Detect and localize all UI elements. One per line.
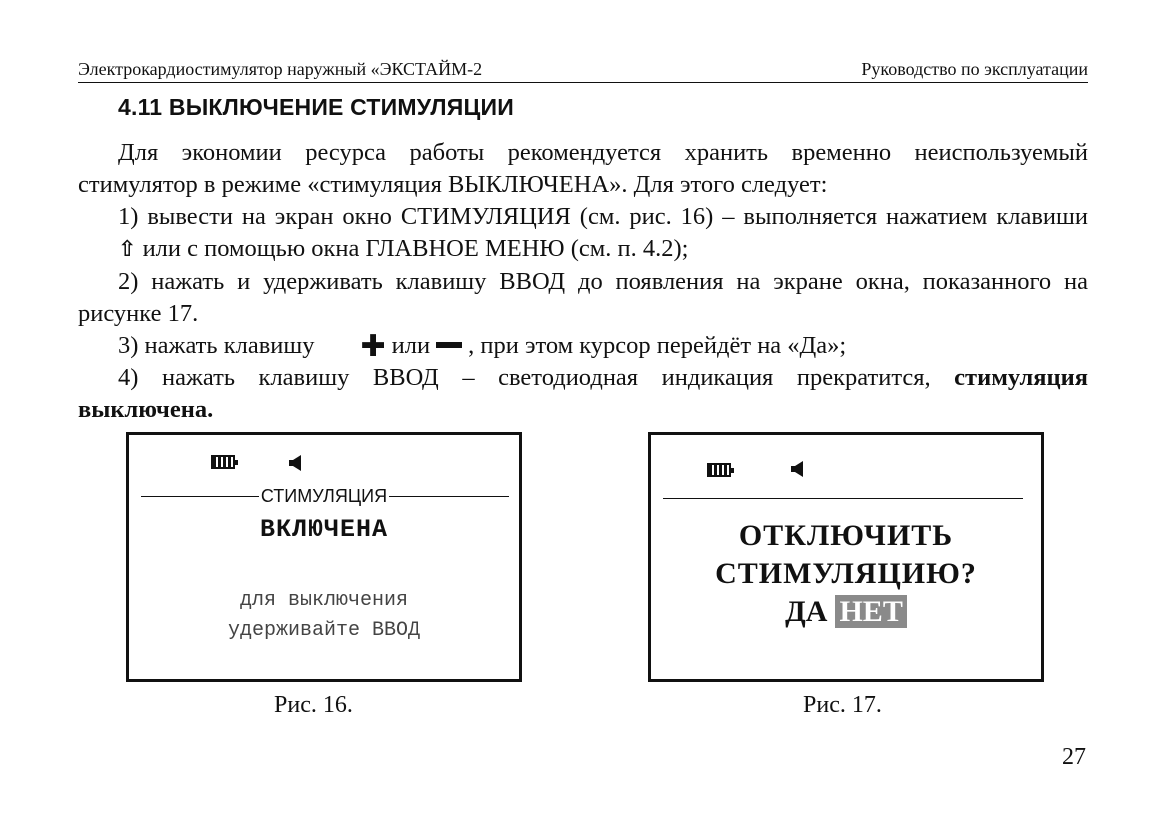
speaker-icon [287,455,305,471]
screen-figure-16 [126,432,522,682]
page-number: 27 [1062,744,1086,770]
header-manual-title: Руководство по эксплуатации [861,59,1088,79]
stimulation-label-text: СТИМУЛЯЦИЯ [260,486,388,506]
figure-16-caption: Рис. 16. [274,692,353,718]
step-2-text: 2) нажать и удерживать клавишу ВВОД до появления на экране окна, показанного на рисунке 17. [78,268,1088,327]
question-line-1: ОТКЛЮЧИТЬ [738,519,954,552]
header-device-name: Электрокардиостимулятор наружный «ЭКСТАЙМ-2 [78,59,483,79]
step-3-text-a: 3) нажать клавишу [118,332,315,359]
figure-17-caption: Рис. 17. [803,692,882,718]
intro-paragraph [78,137,1088,201]
battery-icon [707,463,731,477]
running-header [78,58,1088,83]
hint-line-1: для выключения [239,589,409,612]
option-no-selected[interactable]: НЕТ [835,595,906,628]
plus-key-icon: ✚ [360,329,386,364]
question-line-2: СТИМУЛЯЦИЮ? [715,557,977,590]
step-4-text-a: 4) нажать клавишу ВВОД – светодиодная индикация прекратится, [118,364,931,391]
instructions-text [78,137,1088,426]
hint-line-2: удерживайте ВВОД [227,619,421,642]
step-4-end: . [207,396,214,423]
step-1-text-b: или с помощью окна ГЛАВНОЕ МЕНЮ (см. п. 4.2); [142,235,689,262]
step-3 [78,330,1088,362]
stimulation-window-label [129,487,519,505]
step-4 [78,362,1088,426]
step-1-text-a: 1) вывести на экран окно СТИМУЛЯЦИЯ (см. рис. 16) – выполняется нажатием клавиши [118,203,1088,230]
divider-line [663,498,1023,499]
step-3-text-b: , при этом курсор перейдёт на «Да»; [468,332,847,359]
step-1 [78,201,1088,266]
intro-text: Для экономии ресурса работы рекомендуется хранить временно неиспользуемый стимулятор в режиме «стимуляция ВЫКЛЮЧЕНА». Для этого следует: [78,139,1088,198]
step-2 [78,266,1088,330]
battery-icon [211,455,235,469]
minus-key-icon [436,342,462,348]
confirm-options [651,595,1041,629]
stimulation-state: ВКЛЮЧЕНА [259,515,389,544]
step-3-or: или [391,332,431,359]
screen-figure-17 [648,432,1044,682]
option-yes[interactable]: ДА [785,595,828,628]
section-title: 4.11 ВЫКЛЮЧЕНИЕ СТИМУЛЯЦИИ [118,94,514,120]
speaker-icon [789,461,807,477]
step-4-bold-text: стимуляция выключена [78,364,1089,423]
up-arrow-key-icon: ⇧ [118,237,137,262]
